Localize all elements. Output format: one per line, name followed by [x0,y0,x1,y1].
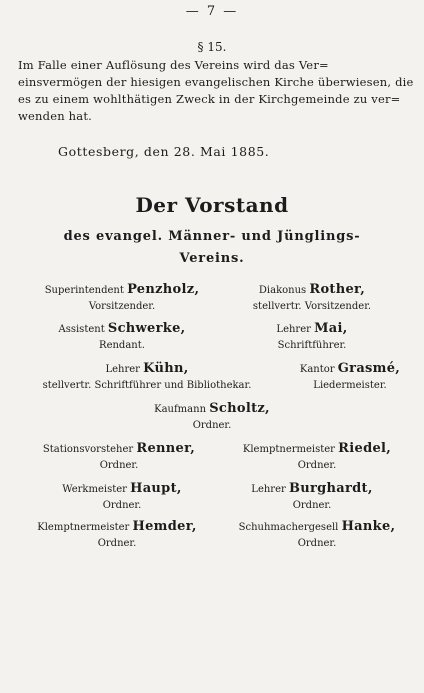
member-schwerke [22,321,222,354]
member-name: Mai, [314,321,348,336]
member-prefix: Kantor [299,364,335,375]
member-role: stellvertr. Vorsitzender. [252,301,372,312]
member-name: Kühn, [143,361,189,376]
member-scholtz [112,401,312,434]
member-name: Scholtz, [209,401,270,416]
member-mai [212,321,412,354]
member-prefix: Lehrer [276,324,311,335]
member-role: stellvertr. Schriftführer und Bibliothekar. [42,380,252,391]
member-role: Liedermeister. [313,380,387,391]
member-name: Riedel, [338,441,392,456]
member-prefix: Werkmeister [62,484,127,495]
member-prefix: Klemptnermeister [37,522,130,533]
paragraph-line-2: einsvermögen der hiesigen evangelischen Kirche überwiesen, die [18,75,414,89]
member-prefix: Stationsvorsteher [42,444,134,455]
paragraph-line-3: es zu einem wohlthätigen Zweck in der Kirchgemeinde zu ver= [18,92,401,106]
member-kuehn [12,361,282,394]
member-name: Renner, [136,441,196,456]
member-prefix: Lehrer [105,364,140,375]
member-role: Ordner. [97,538,137,549]
member-role: Ordner. [102,500,142,511]
board-subtitle-line-1: des evangel. Männer- und Jünglings- [63,229,361,244]
paragraph-line-4: wenden hat. [18,109,93,123]
member-name: Penzholz, [127,282,200,297]
member-rother [212,282,412,315]
member-prefix: Assistent [58,324,105,335]
member-prefix: Kaufmann [154,404,207,415]
member-renner [14,441,224,474]
member-prefix: Klemptnermeister [242,444,335,455]
member-role: Ordner. [292,500,332,511]
paragraph-line-1: Im Falle einer Auflösung des Vereins wird das Ver= [18,58,329,72]
member-name: Haupt, [130,481,182,496]
section-heading: § 15. [197,40,227,54]
member-prefix: Superintendent [44,285,124,296]
member-role: Ordner. [192,420,232,431]
member-name: Hanke, [341,519,396,534]
board-title: Der Vorstand [135,193,289,217]
member-hemder [12,519,222,552]
member-role: Ordner. [297,538,337,549]
member-hanke [212,519,422,552]
member-penzholz [22,282,222,315]
member-prefix: Diakonus [258,285,307,296]
member-name: Burghardt, [288,481,373,496]
member-name: Rother, [309,282,366,297]
member-role: Schriftführer. [277,340,347,351]
member-name: Schwerke, [107,321,186,336]
member-prefix: Schuhmachergesell [238,522,339,533]
member-name: Hemder, [132,519,197,534]
date-line: Gottesberg, den 28. Mai 1885. [58,144,270,159]
board-subtitle-line-2: Vereins. [179,251,245,266]
member-burghardt [212,481,412,514]
member-role: Ordner. [297,460,337,471]
member-name: Grasmé, [337,361,401,376]
member-role: Vorsitzender. [88,301,156,312]
member-prefix: Lehrer [251,484,286,495]
member-haupt [22,481,222,514]
member-role: Ordner. [99,460,139,471]
member-riedel [212,441,422,474]
member-grasme [286,361,414,394]
page-number: — 7 — [185,4,239,19]
member-role: Rendant. [99,340,145,351]
